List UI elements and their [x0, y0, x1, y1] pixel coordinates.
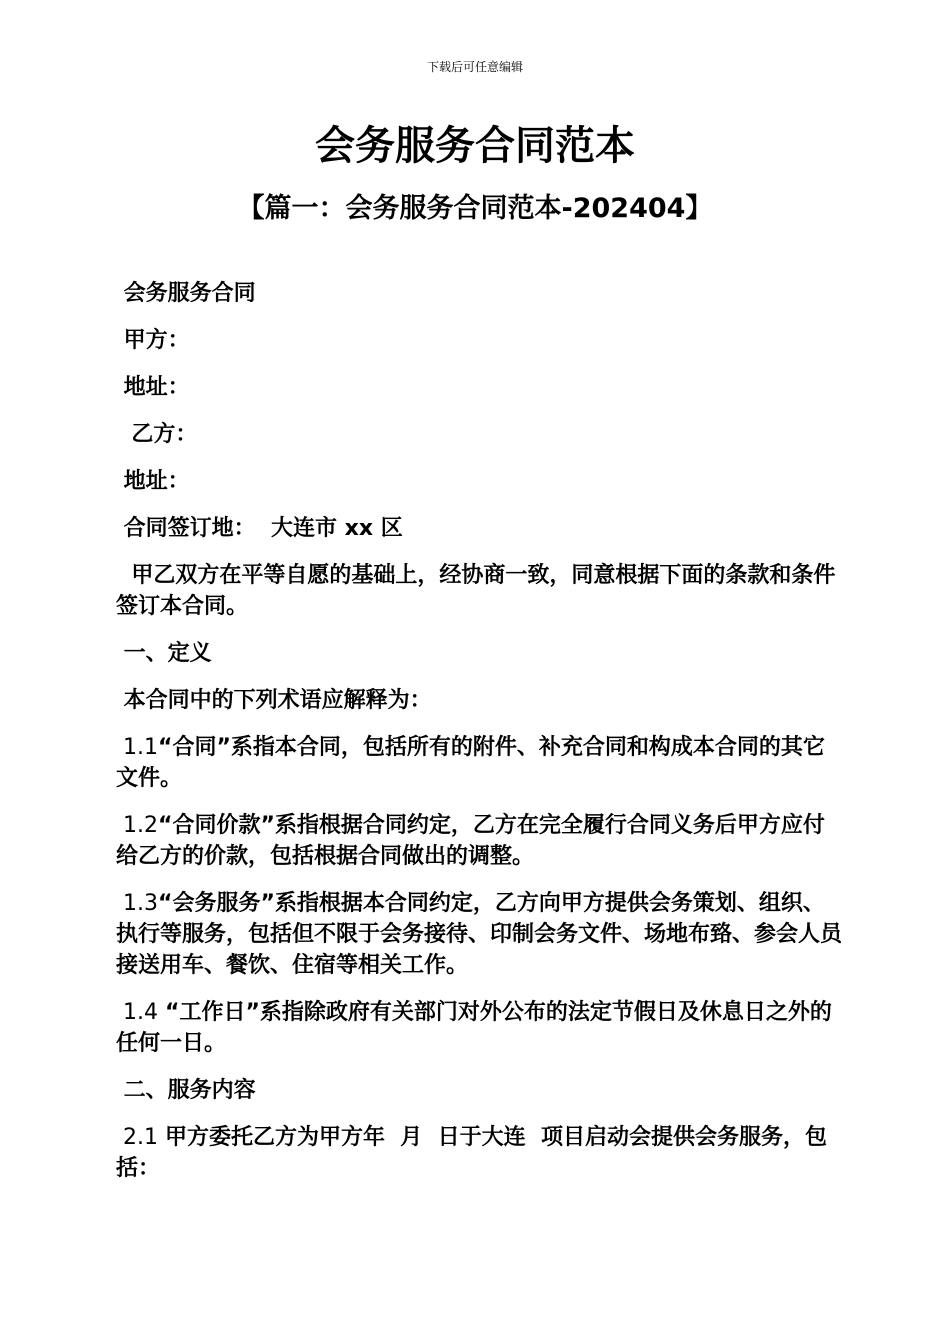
paragraph-text: 二、服务内容: [116, 1078, 256, 1103]
paragraph-text: 甲乙双方在平等自愿的基础上，经协商一致，同意根据下面的条款和条件签订本合同。: [116, 563, 836, 619]
paragraph-text: 地址：: [116, 375, 190, 400]
clause: [116, 1122, 846, 1184]
paragraph-text: “合同”系指本合同，包括所有的附件、补充合同和构成本合同的其它文件。: [116, 735, 825, 791]
paragraph-text: 甲方：: [116, 328, 190, 353]
clause-number: 1.4: [116, 1000, 165, 1025]
paragraph: [116, 513, 846, 544]
clause-number: 2.1: [116, 1125, 165, 1150]
paragraph: [116, 419, 846, 450]
paragraph-text: “工作日”系指除政府有关部门对外公布的法定节假日及休息日之外的任何一日。: [116, 1000, 832, 1056]
paragraph-text: 乙方：: [116, 422, 198, 447]
paragraph-text: “合同价款”系指根据合同约定，乙方在完全履行合同义务后甲方应付给乙方的价款，包括根据合同做出的调整。: [116, 813, 825, 869]
clause-number: 1.3: [116, 891, 158, 916]
header-note: 下载后可任意编辑: [426, 60, 523, 74]
clause: [116, 997, 846, 1059]
paragraph-text: 本合同中的下列术语应解释为：: [116, 688, 432, 713]
paragraph: [116, 560, 846, 622]
section-heading: [116, 1075, 846, 1106]
paragraph-text: 甲方委托乙方为甲方年 月 日于大连 项目启动会提供会务服务，包括：: [116, 1125, 827, 1181]
paragraph-text: 会务服务合同: [116, 281, 256, 306]
clause: [116, 888, 846, 981]
paragraph-text: “会务服务”系指根据本合同约定，乙方向甲方提供会务策划、组织、执行等服务，包括但不限于会务接待、印制会务文件、场地布臵、参会人员接送用车、餐饮、住宿等相关工作。: [116, 891, 843, 978]
section-heading: [116, 638, 846, 669]
document-subtitle: 【篇一：会务服务合同范本-202404】: [237, 193, 713, 224]
paragraph: [116, 278, 846, 309]
paragraph: [116, 685, 846, 716]
clause: [116, 732, 846, 794]
document-title: 会务服务合同范本: [315, 123, 635, 169]
clause: [116, 810, 846, 872]
paragraph-text: 地址：: [116, 469, 190, 494]
paragraph-text: 一、定义: [116, 641, 212, 666]
paragraph-text: 合同签订地： 大连市 xx 区: [116, 516, 403, 541]
clause-number: 1.2: [116, 813, 158, 838]
paragraph: [116, 466, 846, 497]
paragraph: [116, 325, 846, 356]
paragraph: [116, 372, 846, 403]
clause-number: 1.1: [116, 735, 158, 760]
document-body: [116, 278, 846, 1200]
